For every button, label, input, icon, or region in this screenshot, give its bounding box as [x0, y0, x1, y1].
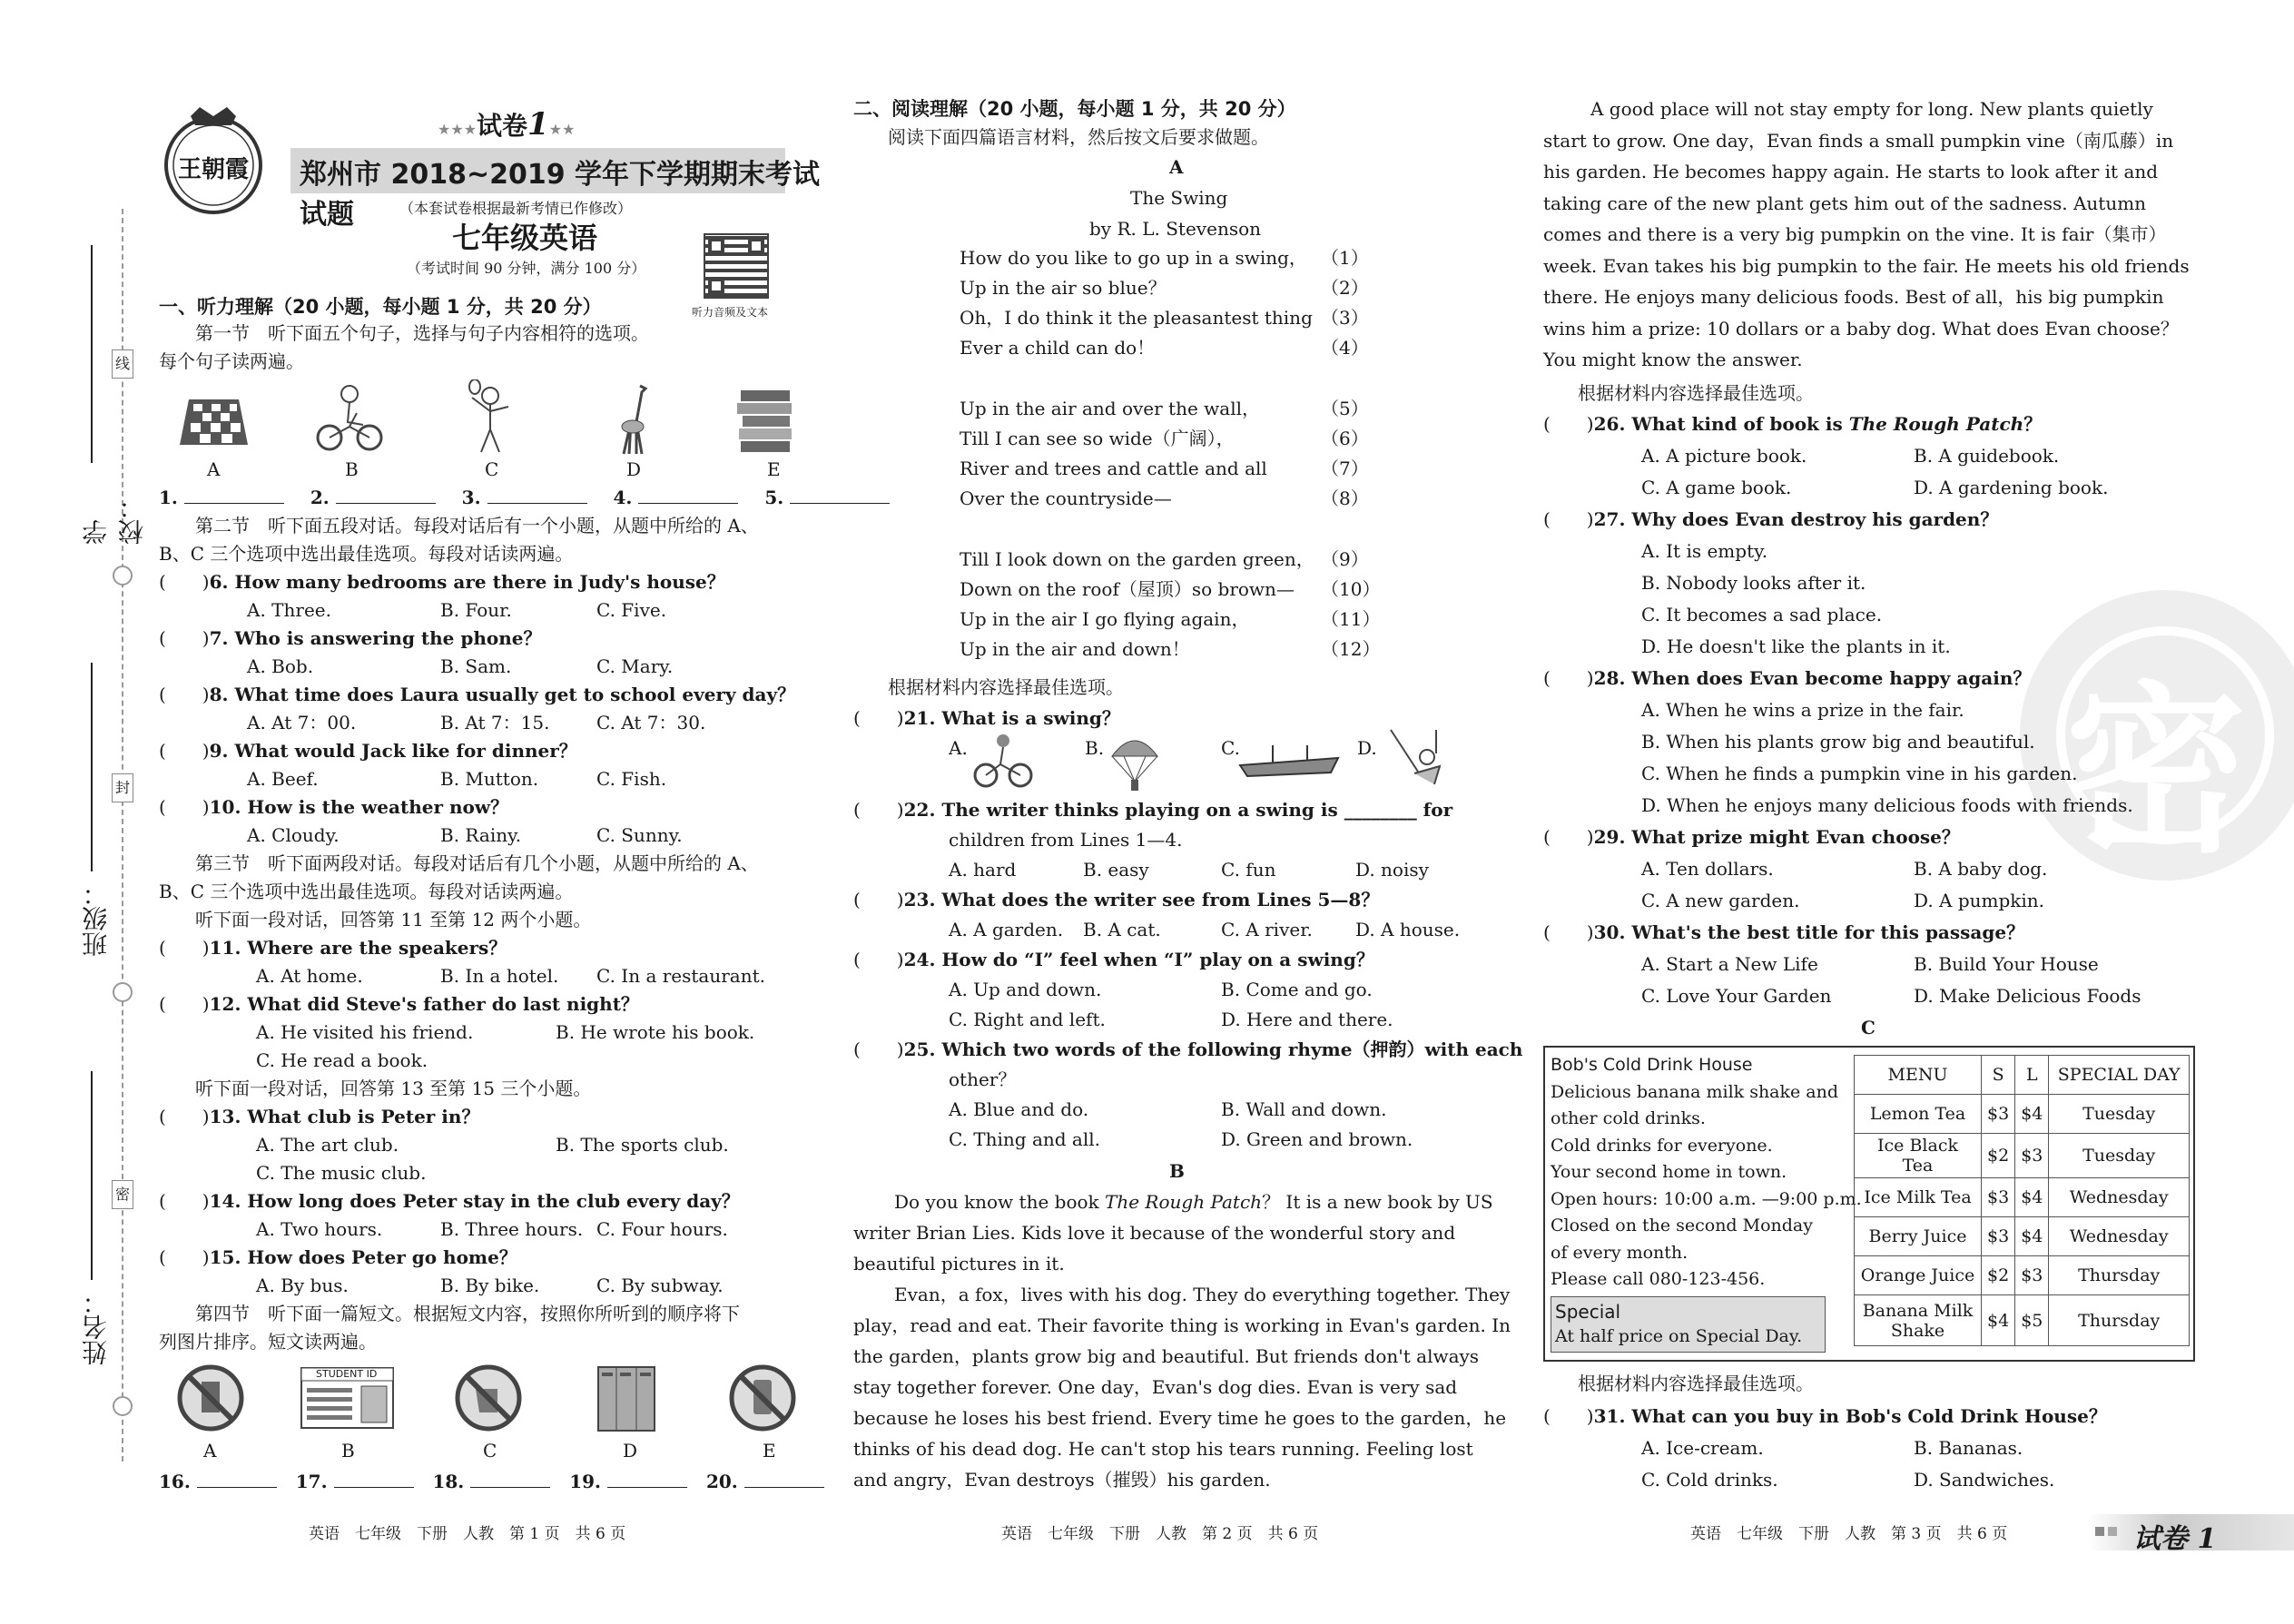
- binding-dot: [113, 982, 133, 1002]
- answer-blanks-1-5: 1. 2. 3. 4. 5.: [159, 487, 890, 508]
- bicycle-rider-picture: [971, 728, 1035, 792]
- menu-cell: Banana Milk Shake: [1855, 1295, 1982, 1346]
- qr-caption: 听力音频及文本: [692, 306, 769, 319]
- poem-line: Over the countryside—: [960, 487, 1172, 509]
- passage-line: wins him a prize: 10 dollars or a baby dog. What does Evan choose？: [1543, 317, 2179, 340]
- poem-line-number: （12）: [1321, 638, 1381, 660]
- poem-line: Down on the roof（屋顶）so brown—: [960, 578, 1295, 600]
- name-field-line[interactable]: [91, 1071, 93, 1280]
- picture-label: D: [626, 458, 642, 480]
- question-22: ( )22. The writer thinks playing on a swing is ________ for: [853, 799, 1453, 821]
- menu-cell: Wednesday: [2049, 1217, 2190, 1256]
- menu-cell: $2: [1982, 1256, 2015, 1295]
- question-7: ( )7. Who is answering the phone？: [159, 627, 542, 649]
- menu-row: [1855, 1095, 2190, 1134]
- question-26: ( )26. What kind of book is The Rough Patch？: [1543, 413, 2043, 435]
- q30-options-2: C. Love Your Garden D. Make Delicious Foods: [1641, 985, 2141, 1007]
- question-23: ( )23. What does the writer see from Lines 5—8？: [853, 889, 1380, 910]
- binding-dashed-line: [122, 209, 123, 1462]
- poem-line: Oh，I do think it the pleasantest thing: [960, 307, 1313, 329]
- poem-line: Till I can see so wide（广阔），: [960, 428, 1235, 449]
- q24-options-2: C. Right and left. D. Here and there.: [949, 1009, 1393, 1030]
- special-text: At half price on Special Day.: [1555, 1326, 1803, 1346]
- poem-line-number: （6）: [1321, 428, 1369, 449]
- menu-cell: $2: [1982, 1134, 2015, 1178]
- menu-cell: Tuesday: [2049, 1134, 2190, 1178]
- question-13: ( )13. What club is Peter in？: [159, 1106, 480, 1127]
- q27-option-c: C. It becomes a sad place.: [1641, 604, 1883, 625]
- answer-blank[interactable]: [197, 1487, 277, 1488]
- watermark-seal: [2020, 590, 2294, 881]
- name-label: 姓名：: [81, 1289, 111, 1365]
- q29-options: A. Ten dollars. B. A baby dog.: [1641, 858, 2048, 880]
- q28-option-d: D. When he enjoys many delicious foods with friends.: [1641, 794, 2133, 816]
- passage-line: writer Brian Lies. Kids love it because of the wonderful story and: [853, 1222, 1456, 1244]
- q7-options: A. Bob. B. Sam. C. Mary.: [247, 655, 674, 677]
- answer-blank[interactable]: [790, 503, 890, 504]
- section-1-title: 一、听力理解（20 小题，每小题 1 分，共 20 分）: [159, 296, 602, 318]
- chessboard-picture: [171, 395, 257, 449]
- poem-line-number: （10）: [1321, 578, 1381, 600]
- subject-title: 七年级英语: [452, 221, 598, 255]
- answer-blank[interactable]: [336, 503, 436, 504]
- picture-label: C: [485, 458, 499, 480]
- student-id-text: STUDENT ID: [316, 1368, 378, 1380]
- menu-cell: Ice Black Tea: [1855, 1134, 1982, 1178]
- q31-options: A. Ice-cream. B. Bananas.: [1641, 1437, 2023, 1459]
- no-drinking-sign-picture: [174, 1362, 247, 1434]
- passage-b-label: B: [1169, 1160, 1185, 1182]
- menu-cell: Lemon Tea: [1855, 1095, 1982, 1134]
- q6-options: A. Three. B. Four. C. Five.: [247, 599, 667, 621]
- q10-options: A. Cloudy. B. Rainy. C. Sunny.: [247, 824, 683, 846]
- binding-dot: [113, 566, 133, 586]
- paper-tag: [2088, 1514, 2294, 1555]
- poem-line-number: （8）: [1321, 487, 1369, 509]
- q12-options: A. He visited his friend. B. He wrote his book.: [256, 1021, 755, 1043]
- passage-line: play，read and eat. Their favorite thing is working in Evan's garden. In: [853, 1314, 1511, 1336]
- class-label: 班级：: [81, 881, 111, 957]
- menu-cell: $4: [2015, 1095, 2049, 1134]
- q23-options: A. A garden. B. A cat. C. A river. D. A house.: [949, 919, 1461, 940]
- menu-cell: $3: [2015, 1134, 2049, 1178]
- menu-row: [1855, 1134, 2190, 1178]
- watermark-character: 密: [2065, 666, 2248, 878]
- menu-cell: Berry Juice: [1855, 1217, 1982, 1256]
- menu-header-cell: S: [1982, 1056, 2015, 1095]
- q26-options: A. A picture book. B. A guidebook.: [1641, 445, 2060, 467]
- menu-cell: Tuesday: [2049, 1095, 2190, 1134]
- ad-line: of every month.: [1551, 1242, 1689, 1263]
- menu-cell: $5: [2015, 1295, 2049, 1346]
- passage-line: A good place will not stay empty for long. New plants quietly: [1590, 98, 2153, 120]
- answer-blank[interactable]: [638, 503, 738, 504]
- q31-options-2: C. Cold drinks. D. Sandwiches.: [1641, 1469, 2055, 1491]
- q28-option-b: B. When his plants grow big and beautiful.: [1641, 731, 2035, 753]
- menu-cell: Thursday: [2049, 1256, 2190, 1295]
- q9-options: A. Beef. B. Mutton. C. Fish.: [247, 768, 667, 790]
- passage-line: start to grow. One day，Evan finds a small pumpkin vine（南瓜藤）in: [1543, 129, 2174, 152]
- question-31: ( )31. What can you buy in Bob's Cold Drink House？: [1543, 1405, 2107, 1427]
- passage-line: week. Evan takes his big pumpkin to the fair. He meets his old friends: [1543, 254, 2190, 277]
- q25-options-2: C. Thing and all. D. Green and brown.: [949, 1128, 1413, 1150]
- part-1-instruction-2: 每个句子读两遍。: [159, 350, 304, 372]
- menu-row: [1855, 1217, 2190, 1256]
- passage-line: Evan，a fox，lives with his dog. They do everything together. They: [894, 1284, 1511, 1305]
- picture-label: E: [767, 458, 781, 480]
- q27-option-a: A. It is empty.: [1641, 540, 1768, 562]
- revision-note: （本套试卷根据最新考情已作修改）: [399, 200, 633, 217]
- logo-text: 王朝霞: [177, 156, 249, 183]
- poem-line-number: （9）: [1321, 548, 1369, 570]
- question-21: ( )21. What is a swing？: [853, 707, 1120, 729]
- answer-blank[interactable]: [470, 1487, 550, 1488]
- question-10: ( )10. How is the weather now？: [159, 796, 509, 818]
- menu-header-cell: SPECIAL DAY: [2049, 1056, 2190, 1095]
- question-15: ( )15. How does Peter go home？: [159, 1246, 517, 1268]
- binding-mark-mi: 密: [112, 1180, 133, 1209]
- parachute-picture: [1108, 731, 1162, 794]
- drink-house-ad: [1543, 1046, 2195, 1362]
- menu-header-cell: MENU: [1855, 1056, 1982, 1095]
- books-picture: [733, 383, 797, 456]
- q27-option-d: D. He doesn't like the plants in it.: [1641, 635, 1951, 657]
- question-12: ( )12. What did Steve's father do last night？: [159, 993, 639, 1015]
- question-30: ( )30. What's the best title for this passage？: [1543, 921, 2025, 943]
- tennis-boy-picture: [458, 379, 522, 457]
- page-footer-3: 英语 七年级 下册 人教 第 3 页 共 6 页: [1690, 1525, 2008, 1543]
- poem-line-number: （3）: [1321, 307, 1369, 329]
- part-2-instruction-2: B、C 三个选项中选出最佳选项。每段对话读两遍。: [159, 543, 574, 565]
- q27-option-b: B. Nobody looks after it.: [1641, 572, 1866, 594]
- question-14: ( )14. How long does Peter stay in the club every day？: [159, 1190, 740, 1212]
- q28-option-a: A. When he wins a prize in the fair.: [1641, 699, 1964, 721]
- picture-label: D: [623, 1440, 638, 1462]
- q13-options: A. The art club. B. The sports club.: [256, 1134, 729, 1156]
- poem-line: Till I look down on the garden green，: [960, 548, 1314, 570]
- poem-line-number: （5）: [1321, 398, 1369, 419]
- q14-options: A. Two hours. B. Three hours. C. Four hours.: [256, 1218, 728, 1240]
- part-3-sub-instruction-2: 听下面一段对话，回答第 13 至第 15 三个小题。: [195, 1078, 592, 1099]
- picture-label: A: [203, 1440, 217, 1462]
- ad-line: Closed on the second Monday: [1551, 1216, 1813, 1235]
- part-3-sub-instruction: 听下面一段对话，回答第 11 至第 12 两个小题。: [195, 909, 592, 930]
- lockers-picture: [595, 1362, 658, 1434]
- no-smoking-sign-picture: [452, 1362, 525, 1434]
- poem-author: by R. L. Stevenson: [1089, 218, 1262, 240]
- exam-title: 郑州市 2018~2019 学年下学期期末考试试题: [300, 159, 821, 231]
- menu-cell: Wednesday: [2049, 1178, 2190, 1217]
- menu-cell: $3: [2015, 1256, 2049, 1295]
- poem-line-number: （4）: [1321, 337, 1369, 359]
- poem-line: Up in the air and over the wall，: [960, 398, 1261, 419]
- passage-line: You might know the answer.: [1543, 349, 1803, 370]
- answer-blank[interactable]: [487, 503, 587, 504]
- special-box: [1551, 1296, 1826, 1353]
- answer-blank[interactable]: [744, 1487, 824, 1488]
- question-9: ( )9. What would Jack like for dinner？: [159, 740, 577, 762]
- no-phone-sign-picture: [726, 1362, 799, 1434]
- picture-label: B: [345, 458, 359, 480]
- ad-line: Your second home in town.: [1551, 1162, 1787, 1182]
- passage-c-label: C: [1861, 1017, 1876, 1038]
- question-22-cont: children from Lines 1—4.: [949, 829, 1183, 851]
- boat-ride-picture: [1236, 740, 1345, 785]
- passage-line: thinks of his dead dog. He can't stop his tears running. Feeling lost: [853, 1438, 1473, 1460]
- ad-shop-name: Bob's Cold Drink House: [1551, 1055, 1753, 1075]
- menu-cell: Orange Juice: [1855, 1256, 1982, 1295]
- menu-cell: Thursday: [2049, 1295, 2190, 1346]
- poem-line-number: （11）: [1321, 608, 1381, 630]
- publisher-logo: [159, 100, 268, 218]
- menu-table-header: [1855, 1056, 2190, 1095]
- question-27: ( )27. Why does Evan destroy his garden？: [1543, 508, 1999, 530]
- part-3-instruction: 第三节 听下面两段对话。每段对话后有几个小题，从题中所给的 A、: [195, 852, 759, 874]
- poem-line: Up in the air and down！: [960, 638, 1190, 660]
- q24-options: A. Up and down. B. Come and go.: [949, 979, 1373, 1000]
- paper-tag-text: 试卷 1: [2133, 1523, 2217, 1555]
- drink-menu-table: [1854, 1055, 2190, 1346]
- passage-b-line: Do you know the book The Rough Patch？ It is a new book by US: [894, 1191, 1493, 1213]
- q30-options: A. Start a New Life B. Build Your House: [1641, 953, 2099, 975]
- picture-label: E: [763, 1440, 776, 1462]
- menu-cell: $3: [1982, 1095, 2015, 1134]
- question-25: ( )25. Which two words of the following rhyme（押韵）with each: [853, 1038, 1523, 1060]
- q13-option-c: C. The music club.: [256, 1162, 427, 1184]
- time-score-note: （考试时间 90 分钟，满分 100 分）: [407, 260, 646, 277]
- menu-row: [1855, 1295, 2190, 1346]
- picture-label: A: [207, 458, 221, 480]
- part-4-instruction: 第四节 听下面一篇短文。根据短文内容，按照你所听到的顺序将下: [195, 1303, 740, 1324]
- special-title: Special: [1555, 1301, 1621, 1323]
- qr-code[interactable]: [704, 233, 769, 299]
- poem-line-number: （7）: [1321, 458, 1369, 479]
- q25-options: A. Blue and do. B. Wall and down.: [949, 1098, 1387, 1120]
- poem-line: River and trees and cattle and all: [960, 458, 1267, 479]
- poem-line: Up in the air so blue？: [960, 277, 1167, 299]
- answer-blank[interactable]: [334, 1487, 414, 1488]
- question-11: ( )11. Where are the speakers？: [159, 937, 507, 959]
- binding-margin: [0, 0, 154, 1624]
- picture-label: C: [483, 1440, 497, 1462]
- question-25-cont: other？: [949, 1068, 1017, 1090]
- menu-cell: $4: [2015, 1217, 2049, 1256]
- passage-line: the garden，plants grow big and beautiful. But friends don't always: [853, 1345, 1480, 1367]
- menu-row: [1855, 1178, 2190, 1217]
- question-8: ( )8. What time does Laura usually get to school every day？: [159, 684, 796, 705]
- passage-line: stay together forever. One day，Evan's dog dies. Evan is very sad: [853, 1376, 1458, 1398]
- q26-options-2: C. A game book. D. A gardening book.: [1641, 477, 2109, 498]
- q12-option-c: C. He read a book.: [256, 1049, 428, 1071]
- question-24: ( )24. How do “I” feel when “I” play on a swing？: [853, 949, 1374, 970]
- question-6: ( )6. How many bedrooms are there in Judy's house？: [159, 571, 725, 593]
- poem-line: How do you like to go up in a swing，: [960, 247, 1307, 269]
- poem-line-number: （2）: [1321, 277, 1369, 299]
- poem-line-number: （1）: [1321, 247, 1369, 269]
- poem-line: Ever a child can do！: [960, 337, 1156, 359]
- ad-line: Open hours: 10:00 a.m. —9:00 p.m.: [1551, 1188, 1862, 1209]
- menu-cell: Ice Milk Tea: [1855, 1178, 1982, 1217]
- binding-dot: [113, 1396, 133, 1416]
- page-footer-1: 英语 七年级 下册 人教 第 1 页 共 6 页: [309, 1525, 626, 1543]
- series-label: ★★★试卷1★★: [438, 106, 576, 143]
- q28-option-c: C. When he finds a pumpkin vine in his garden.: [1641, 763, 2078, 784]
- passage-line: comes and there is a very big pumpkin on the vine. It is fair（集市）: [1543, 223, 2167, 245]
- page-footer-2: 英语 七年级 下册 人教 第 2 页 共 6 页: [1001, 1525, 1319, 1543]
- passage-line: because he loses his best friend. Every time he goes to the garden，he: [853, 1407, 1507, 1429]
- part-3-instruction-2: B、C 三个选项中选出最佳选项。每段对话读两遍。: [159, 881, 574, 902]
- passage-b-instruction: 根据材料内容选择最佳选项。: [1578, 382, 1814, 404]
- passage-c-instruction: 根据材料内容选择最佳选项。: [1578, 1373, 1814, 1394]
- class-field-line[interactable]: [91, 663, 93, 871]
- answer-blank[interactable]: [607, 1487, 687, 1488]
- passage-line: beautiful pictures in it.: [853, 1253, 1065, 1275]
- q22-options: A. hard B. easy C. fun D. noisy: [949, 859, 1429, 881]
- passage-a-instruction: 根据材料内容选择最佳选项。: [888, 676, 1124, 698]
- binding-mark-xian: 线: [112, 349, 133, 379]
- q8-options: A. At 7：00. B. At 7：15. C. At 7：30.: [247, 712, 706, 733]
- question-28: ( )28. When does Evan become happy again？: [1543, 667, 2032, 689]
- q29-options-2: C. A new garden. D. A pumpkin.: [1641, 890, 2045, 911]
- ad-line: Please call 080-123-456.: [1551, 1269, 1766, 1289]
- section-2-intro: 阅读下面四篇语言材料，然后按文后要求做题。: [888, 126, 1269, 148]
- passage-a-label: A: [1169, 156, 1184, 178]
- student-id-card-picture: [300, 1366, 395, 1430]
- cycling-girl-picture: [313, 381, 386, 454]
- part-4-instruction-2: 列图片排序。短文读两遍。: [159, 1331, 377, 1353]
- q15-options: A. By bus. B. By bike. C. By subway.: [256, 1275, 724, 1296]
- answer-blank[interactable]: [184, 503, 284, 504]
- passage-line: there. He enjoys many delicious foods. Best of all，his big pumpkin: [1543, 286, 2164, 308]
- passage-line: his garden. He becomes happy again. He starts to look after it and: [1543, 161, 2159, 182]
- swing-picture: [1382, 726, 1454, 792]
- menu-row: [1855, 1256, 2190, 1295]
- passage-line: and angry，Evan destroys（摧毁）his garden.: [853, 1469, 1271, 1491]
- question-29: ( )29. What prize might Evan choose？: [1543, 826, 1960, 848]
- poem-line: Up in the air I go flying again，: [960, 608, 1250, 630]
- giraffe-picture: [604, 381, 667, 458]
- picture-label: B: [341, 1440, 355, 1462]
- ad-line: other cold drinks.: [1551, 1108, 1706, 1128]
- ad-line: Delicious banana milk shake and: [1551, 1081, 1839, 1102]
- poem-title: The Swing: [1130, 187, 1228, 209]
- menu-cell: $3: [1982, 1178, 2015, 1217]
- ad-line: Cold drinks for everyone.: [1551, 1135, 1773, 1156]
- section-2-title: 二、阅读理解（20 小题，每小题 1 分，共 20 分）: [853, 98, 1296, 120]
- q11-options: A. At home. B. In a hotel. C. In a restaurant.: [256, 965, 765, 987]
- passage-line: taking care of the new plant gets him out of the sadness. Autumn: [1543, 192, 2147, 214]
- school-field-line[interactable]: [91, 245, 93, 463]
- menu-cell: $4: [2015, 1178, 2049, 1217]
- menu-cell: $3: [1982, 1217, 2015, 1256]
- binding-mark-feng: 封: [112, 773, 133, 802]
- school-label: 学校：: [81, 494, 147, 545]
- q21-options: A. B. C. D.: [949, 737, 1377, 759]
- menu-cell: $4: [1982, 1295, 2015, 1346]
- part-1-instruction: 第一节 听下面五个句子，选择与句子内容相符的选项。: [195, 322, 649, 344]
- part-2-instruction: 第二节 听下面五段对话。每段对话后有一个小题，从题中所给的 A、: [195, 515, 759, 536]
- menu-header-cell: L: [2015, 1056, 2049, 1095]
- answer-blanks-16-20: 16. 17. 18. 19. 20.: [159, 1471, 824, 1492]
